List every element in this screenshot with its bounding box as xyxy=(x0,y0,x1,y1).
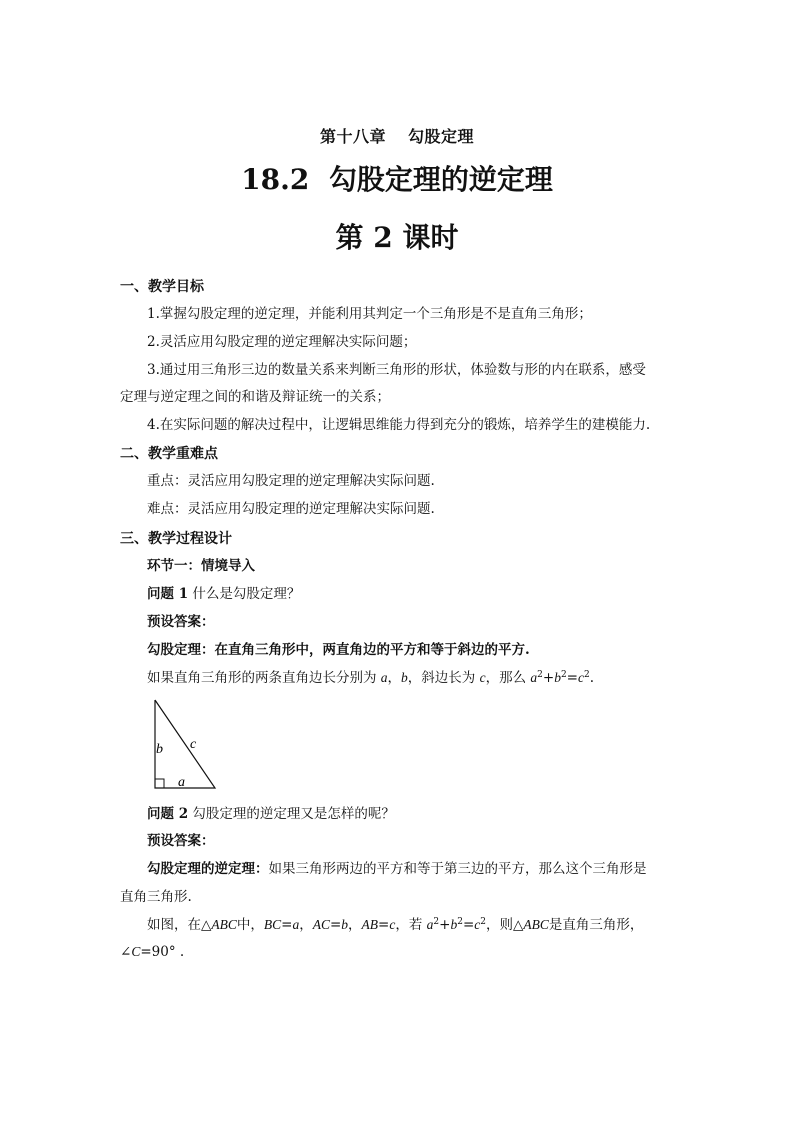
goal-item-2: 2.灵活应用勾股定理的逆定理解决实际问题； xyxy=(147,334,417,350)
section-heading-process: 三、教学过程设计 xyxy=(120,531,232,547)
chapter-number: 第十八章 xyxy=(319,127,386,146)
var-b: b xyxy=(401,670,408,685)
formula-equals: = xyxy=(566,670,578,686)
answer-label-2: 预设答案： xyxy=(147,833,215,849)
formula-period: . xyxy=(589,670,595,686)
comma: ， xyxy=(299,917,313,933)
difficulty-point: 难点：灵活应用勾股定理的逆定理解决实际问题. xyxy=(147,501,435,517)
fig-text-5: 是直角三角形， xyxy=(548,917,644,933)
triangle-abc: ABC xyxy=(211,917,237,932)
example-text-1: 如果直角三角形的两条直角边长分别为 xyxy=(147,670,381,686)
converse-statement xyxy=(147,860,647,878)
right-triangle-figure xyxy=(145,695,225,795)
val-c: c xyxy=(389,917,396,932)
formula-exp: 2 xyxy=(457,917,463,927)
angle-conclusion xyxy=(120,943,184,961)
example-text-3: ，那么 xyxy=(485,670,531,686)
lesson-subtitle: 第 2 课时 xyxy=(335,221,459,254)
val-a: a xyxy=(292,917,300,932)
side-bc: BC xyxy=(263,917,282,932)
formula-c: c xyxy=(474,917,481,932)
theorem-label: 勾股定理： xyxy=(147,642,215,658)
fig-text-1: 如图，在△ xyxy=(147,917,212,933)
var-a: a xyxy=(380,670,388,685)
angle-end: . xyxy=(175,944,185,960)
theorem-statement xyxy=(147,641,530,659)
converse-text-2: 直角三角形. xyxy=(120,889,192,905)
formula-b: b xyxy=(450,917,458,932)
formula-exp: 2 xyxy=(560,670,567,680)
eq: = xyxy=(378,917,390,933)
fig-text-3: ，若 xyxy=(395,917,427,933)
answer-label-1: 预设答案： xyxy=(147,614,215,630)
lesson-title: 18.2 勾股定理的逆定理 xyxy=(241,163,553,196)
formula-exp: 2 xyxy=(480,917,486,927)
fig-text-4: ，则△ xyxy=(485,917,524,933)
goal-item-3: 3.通过用三角形三边的数量关系来判断三角形的形状，体验数与形的内在联系，感受 xyxy=(147,362,646,378)
formula-equals: = xyxy=(462,917,475,933)
formula-a: a xyxy=(426,917,434,932)
example-text-2: ，斜边长为 xyxy=(407,670,480,686)
question-1 xyxy=(147,585,300,603)
triangle-outline xyxy=(155,700,215,788)
section-heading-goals: 一、教学目标 xyxy=(120,279,204,295)
fig-text-2: 中， xyxy=(236,917,264,933)
chapter-name: 勾股定理 xyxy=(408,127,475,146)
question-2 xyxy=(147,805,395,823)
question-2-text: 勾股定理的逆定理又是怎样的呢？ xyxy=(188,806,395,822)
comma: ， xyxy=(348,917,362,933)
val-b: b xyxy=(341,917,349,932)
var-c: c xyxy=(479,670,486,685)
goal-item-3-cont: 定理与逆定理之间的和谐及辩证统一的关系； xyxy=(120,389,390,405)
right-angle-mark xyxy=(155,779,164,788)
figure-explanation xyxy=(147,916,643,934)
triangle-label-b: b xyxy=(156,742,163,757)
side-ab: AB xyxy=(361,917,379,932)
triangle-label-c: c xyxy=(190,737,197,752)
angle-value: =90° xyxy=(140,944,176,960)
triangle-label-a: a xyxy=(178,775,185,790)
chapter-heading xyxy=(0,124,794,147)
eq: = xyxy=(281,917,293,933)
formula-plus: + xyxy=(542,670,555,686)
question-1-label: 问题 1 xyxy=(147,586,189,602)
formula-exp: 2 xyxy=(433,917,440,927)
goal-item-4: 4.在实际问题的解决过程中，让逻辑思维能力得到充分的锻炼，培养学生的建模能力. xyxy=(147,417,651,433)
angle-c: C xyxy=(131,944,141,959)
key-point: 重点：灵活应用勾股定理的逆定理解决实际问题. xyxy=(147,473,435,489)
triangle-abc: ABC xyxy=(523,917,549,932)
angle-symbol: ∠ xyxy=(120,944,132,960)
goal-item-1: 1.掌握勾股定理的逆定理，并能利用其判定一个三角形是不是直角三角形； xyxy=(147,306,592,322)
converse-text-1: 如果三角形两边的平方和等于第三边的平方，那么这个三角形是 xyxy=(268,861,647,877)
step-1-label: 环节一：情境导入 xyxy=(147,558,255,574)
formula-exp: 2 xyxy=(583,670,590,680)
formula-c: c xyxy=(577,670,584,685)
formula-a: a xyxy=(530,670,538,685)
comma: ， xyxy=(387,670,402,686)
section-heading-keypoints: 二、教学重难点 xyxy=(120,446,218,462)
eq: = xyxy=(329,917,342,933)
formula-plus: + xyxy=(439,917,451,933)
question-2-label: 问题 2 xyxy=(147,806,189,822)
converse-label: 勾股定理的逆定理： xyxy=(147,861,269,877)
side-ac: AC xyxy=(312,917,330,932)
formula-b: b xyxy=(554,670,561,685)
theorem-example xyxy=(147,669,594,687)
formula-exp: 2 xyxy=(537,670,543,680)
question-1-text: 什么是勾股定理？ xyxy=(188,586,301,602)
theorem-text: 在直角三角形中，两直角边的平方和等于斜边的平方. xyxy=(214,642,530,658)
